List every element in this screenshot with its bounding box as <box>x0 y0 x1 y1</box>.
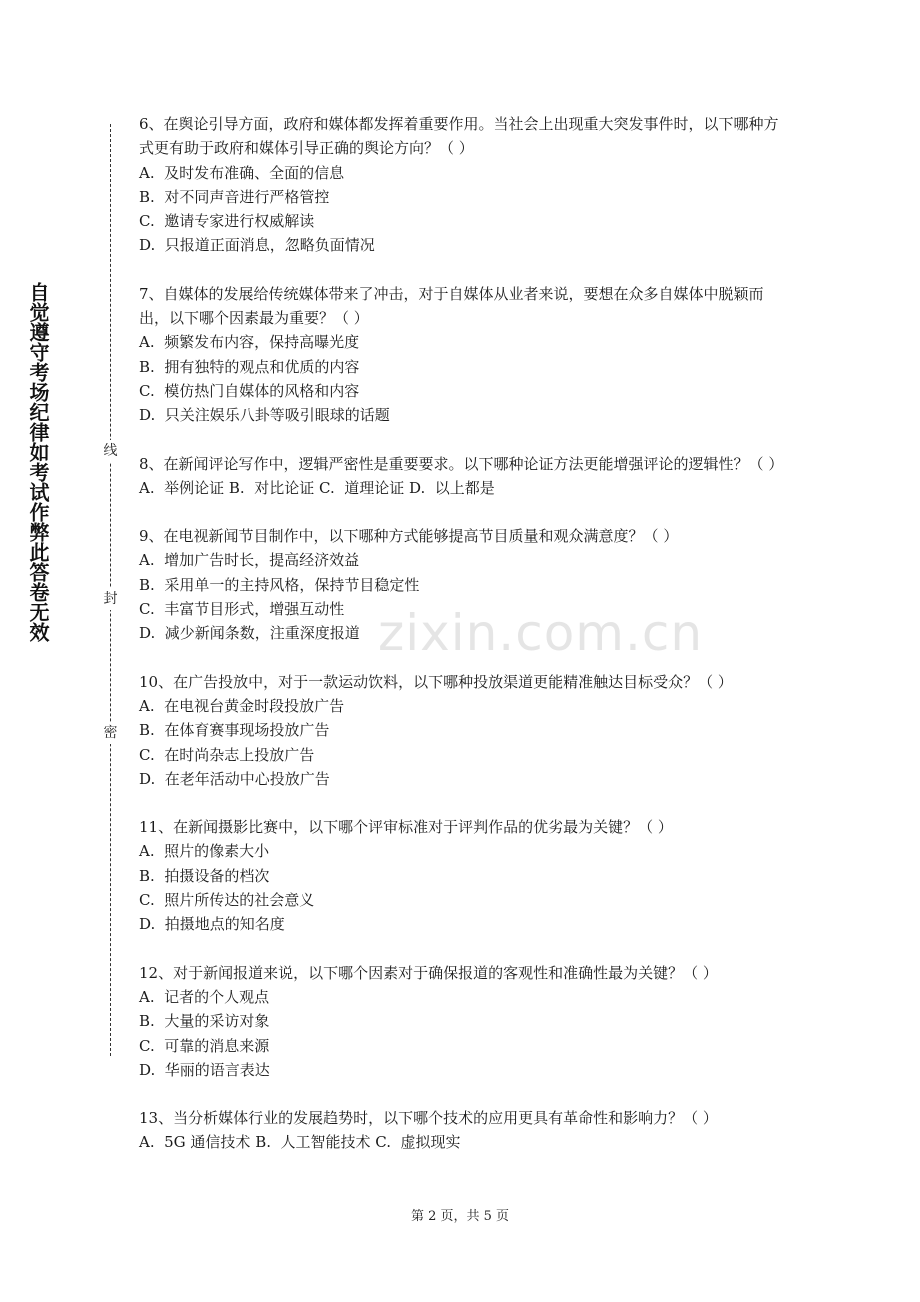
option-d: D. 只关注娱乐八卦等吸引眼球的话题 <box>139 406 390 425</box>
option-b: B. 在体育赛事现场投放广告 <box>139 721 330 740</box>
option-a: A. 频繁发布内容，保持高曝光度 <box>139 333 360 352</box>
option-b: B. 拍摄设备的档次 <box>139 866 270 885</box>
option-a: A. 记者的个人观点 <box>139 987 270 1006</box>
question-stem: 10、在广告投放中，对于一款运动饮料，以下哪种投放渠道更能精准触达目标受众？（ ） <box>139 672 733 691</box>
question-11 <box>139 815 787 936</box>
option-b: B. 拥有独特的观点和优质的内容 <box>139 357 360 376</box>
question-list <box>139 112 787 1179</box>
options-inline: A. 举例论证 B. 对比论证 C. 道理论证 D. 以上都是 <box>139 478 495 497</box>
question-stem: 11、在新闻摄影比赛中，以下哪个评审标准对于评判作品的优劣最为关键？（ ） <box>139 818 673 837</box>
question-12 <box>139 961 787 1082</box>
option-c: C. 可靠的消息来源 <box>139 1036 270 1055</box>
option-d: D. 只报道正面消息，忽略负面情况 <box>139 236 375 255</box>
question-stem: 9、在电视新闻节目制作中，以下哪种方式能够提高节目质量和观众满意度？（ ） <box>139 527 679 546</box>
watermark: zixin.com.cn <box>378 604 704 662</box>
binding-label-secret: 密 <box>102 722 119 744</box>
question-stem: 13、当分析媒体行业的发展趋势时，以下哪个技术的应用更具有革命性和影响力？（ ） <box>139 1109 718 1128</box>
question-7 <box>139 282 787 428</box>
question-stem: 12、对于新闻报道来说，以下哪个因素对于确保报道的客观性和准确性最为关键？（ ） <box>139 963 718 982</box>
binding-label-seal: 封 <box>102 588 119 610</box>
option-a: A. 及时发布准确、全面的信息 <box>139 163 345 182</box>
question-stem: 8、在新闻评论写作中，逻辑严密性是重要要求。以下哪种论证方法更能增强评论的逻辑性？（ ） <box>139 454 784 473</box>
question-stem: 6、在舆论引导方面，政府和媒体都发挥着重要作用。当社会上出现重大突发事件时，以下哪种方式更有助于政府和媒体引导正确的舆论方向？（ ） <box>139 115 779 158</box>
exam-rules-note: 自觉遵守考场纪律如考试作弊此答卷无效 <box>26 282 50 642</box>
option-d: D. 拍摄地点的知名度 <box>139 915 285 934</box>
question-6 <box>139 112 787 258</box>
option-d: D. 华丽的语言表达 <box>139 1060 270 1079</box>
option-c: C. 邀请专家进行权威解读 <box>139 212 315 231</box>
option-c: C. 在时尚杂志上投放广告 <box>139 745 315 764</box>
options-inline: A. 5G 通信技术 B. 人工智能技术 C. 虚拟现实 <box>139 1133 461 1152</box>
question-10 <box>139 670 787 791</box>
option-c: C. 照片所传达的社会意义 <box>139 891 315 910</box>
option-d: D. 减少新闻条数，注重深度报道 <box>139 624 360 643</box>
question-13 <box>139 1106 787 1155</box>
page-number: 第 2 页，共 5 页 <box>410 1209 510 1224</box>
option-c: C. 丰富节目形式，增强互动性 <box>139 600 345 619</box>
binding-label-line: 线 <box>102 440 119 462</box>
option-b: B. 大量的采访对象 <box>139 1012 270 1031</box>
option-a: A. 照片的像素大小 <box>139 842 270 861</box>
question-stem: 7、自媒体的发展给传统媒体带来了冲击，对于自媒体从业者来说，要想在众多自媒体中脱颖而出，以下哪个因素最为重要？（ ） <box>139 284 764 328</box>
option-c: C. 模仿热门自媒体的风格和内容 <box>139 381 360 400</box>
question-9 <box>139 524 787 645</box>
option-b: B. 对不同声音进行严格管控 <box>139 187 330 206</box>
option-a: A. 在电视台黄金时段投放广告 <box>139 696 345 715</box>
option-b: B. 采用单一的主持风格，保持节目稳定性 <box>139 575 420 594</box>
option-a: A. 增加广告时长，提高经济效益 <box>139 551 360 570</box>
question-8 <box>139 452 787 501</box>
option-d: D. 在老年活动中心投放广告 <box>139 769 330 788</box>
